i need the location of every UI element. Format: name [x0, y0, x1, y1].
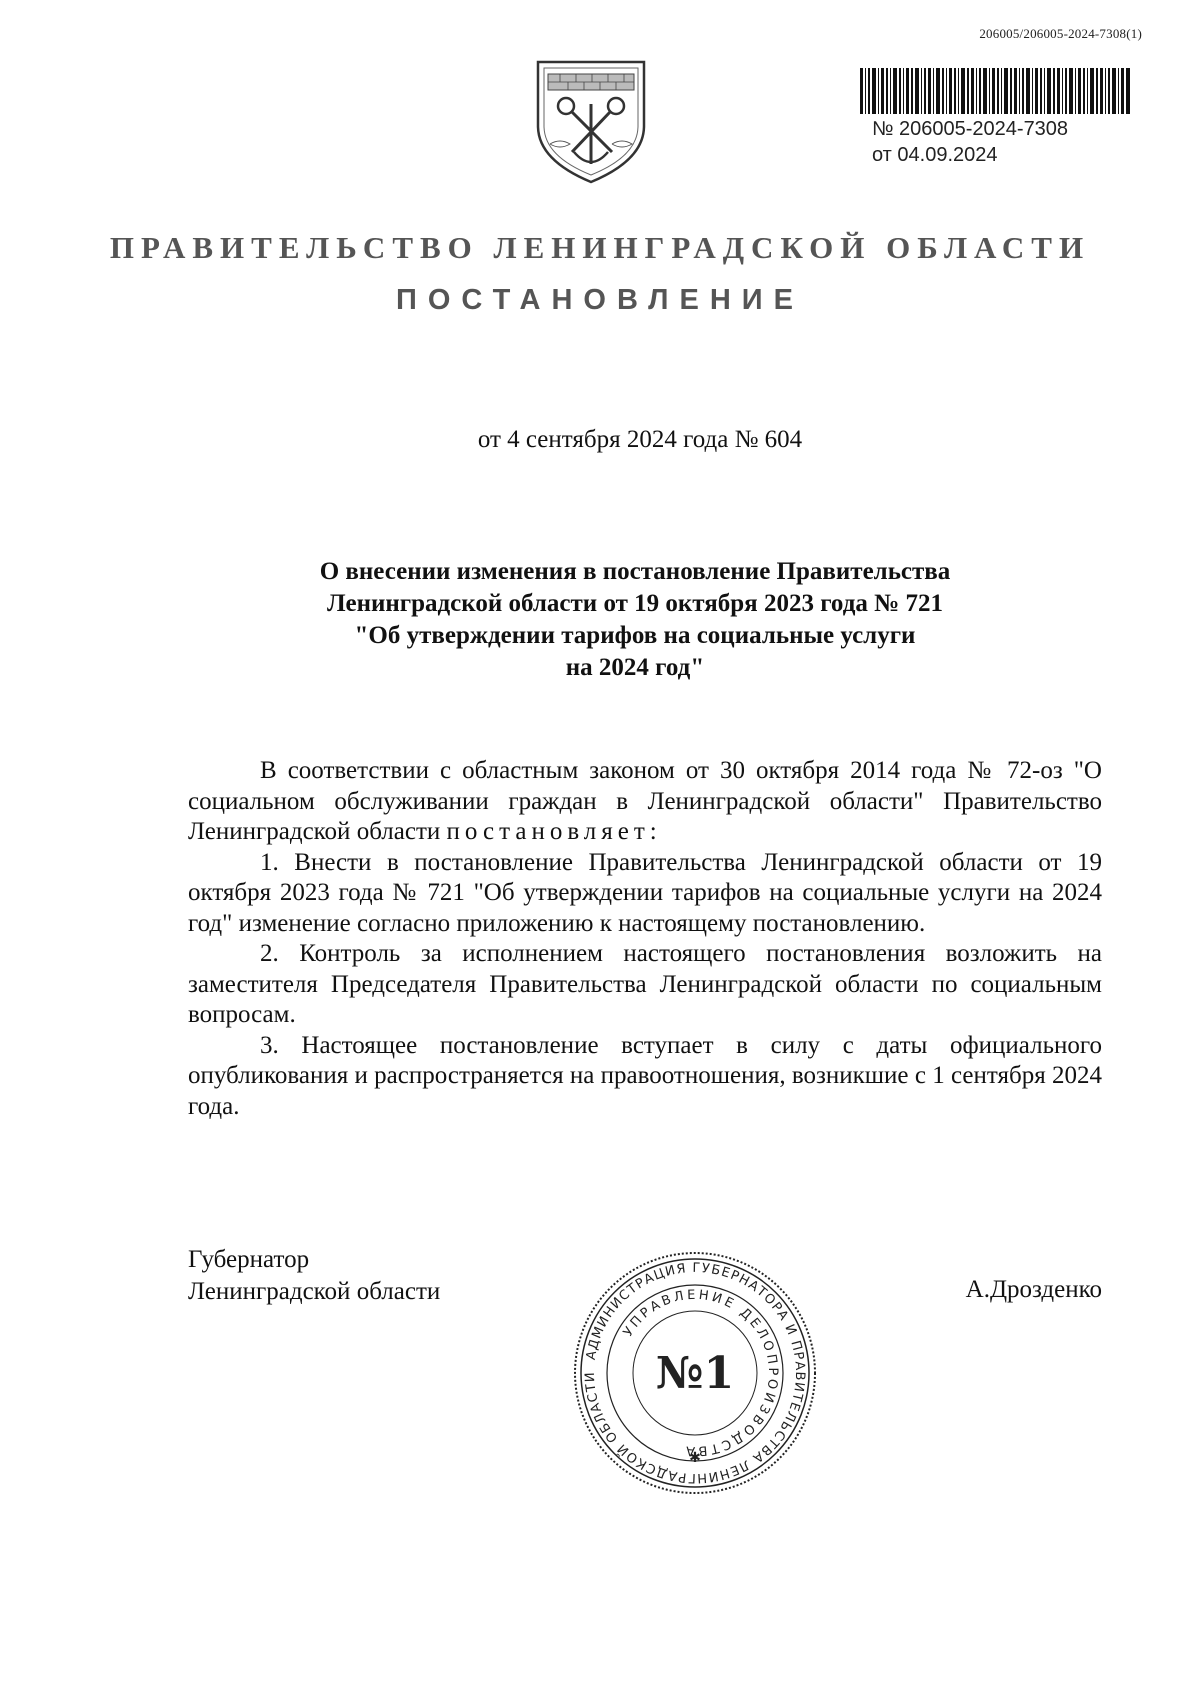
registration-number: № 206005-2024-7308: [872, 118, 1069, 140]
body-item: 3. Настоящее постановление вступает в силу с даты официального опубликования и распространяется на правоотношения, возникшие с 1 сентября 2024 года.: [188, 1031, 1102, 1120]
registration-date: от 04.09.2024: [872, 144, 998, 166]
decree-subject: [240, 556, 1030, 684]
subject-line: на 2024 год": [565, 654, 705, 681]
subject-line: О внесении изменения в постановление Правительства: [319, 558, 951, 585]
signer-title-line: Губернатор: [188, 1246, 310, 1273]
signer-title-line: Ленинградской области: [188, 1278, 441, 1305]
seal-star-icon: ✱: [689, 1450, 701, 1466]
body-item: 1. Внести в постановление Правительства Ленинградской области от 19 октября 2023 года № 721 "Об утверждении тарифов на социальные услуги на 2024 год" изменение согласно приложению к настоящему постановлению.: [188, 848, 1102, 937]
subject-line: "Об утверждении тарифов на социальные услуги: [354, 622, 916, 649]
intro-text: В соответствии с областным законом от 30 октября 2014 года № 72-оз "О социальном обслуживании граждан в Ленинградской области" Правительство Ленинградской области: [188, 757, 1102, 845]
coat-of-arms-icon: [532, 48, 650, 186]
seal-outer-textpath: АДМИНИСТРАЦИЯ ГУБЕРНАТОРА И ПРАВИТЕЛЬСТВА ЛЕНИНГРАДСКОЙ ОБЛАСТИ: [582, 1260, 808, 1486]
official-seal-icon: [570, 1248, 820, 1498]
signer-name: А.Дрозденко: [965, 1276, 1102, 1303]
decree-body: [188, 756, 1102, 1122]
body-item: 2. Контроль за исполнением настоящего постановления возложить на заместителя Председателя Правительства Ленинградской области по социальным вопросам.: [188, 940, 1102, 1028]
barcode-icon: [860, 68, 1130, 114]
seal-number: №1: [655, 1348, 735, 1399]
government-title: ПРАВИТЕЛЬСТВО ЛЕНИНГРАДСКОЙ ОБЛАСТИ: [109, 230, 1091, 265]
seal-inner-textpath: УПРАВЛЕНИЕ ДЕЛОПРОИЗВОДСТВА: [620, 1287, 781, 1459]
intro-paragraph: [188, 756, 1102, 848]
decree-date-number: от 4 сентября 2024 года № 604: [477, 426, 803, 453]
intro-verb: постановляет:: [446, 818, 662, 845]
signer-title: [188, 1244, 440, 1308]
document-type-title: ПОСТАНОВЛЕНИЕ: [396, 284, 804, 316]
subject-line: Ленинградской области от 19 октября 2023 года № 721: [327, 590, 943, 617]
document-reference: 206005/206005-2024-7308(1): [979, 26, 1142, 41]
